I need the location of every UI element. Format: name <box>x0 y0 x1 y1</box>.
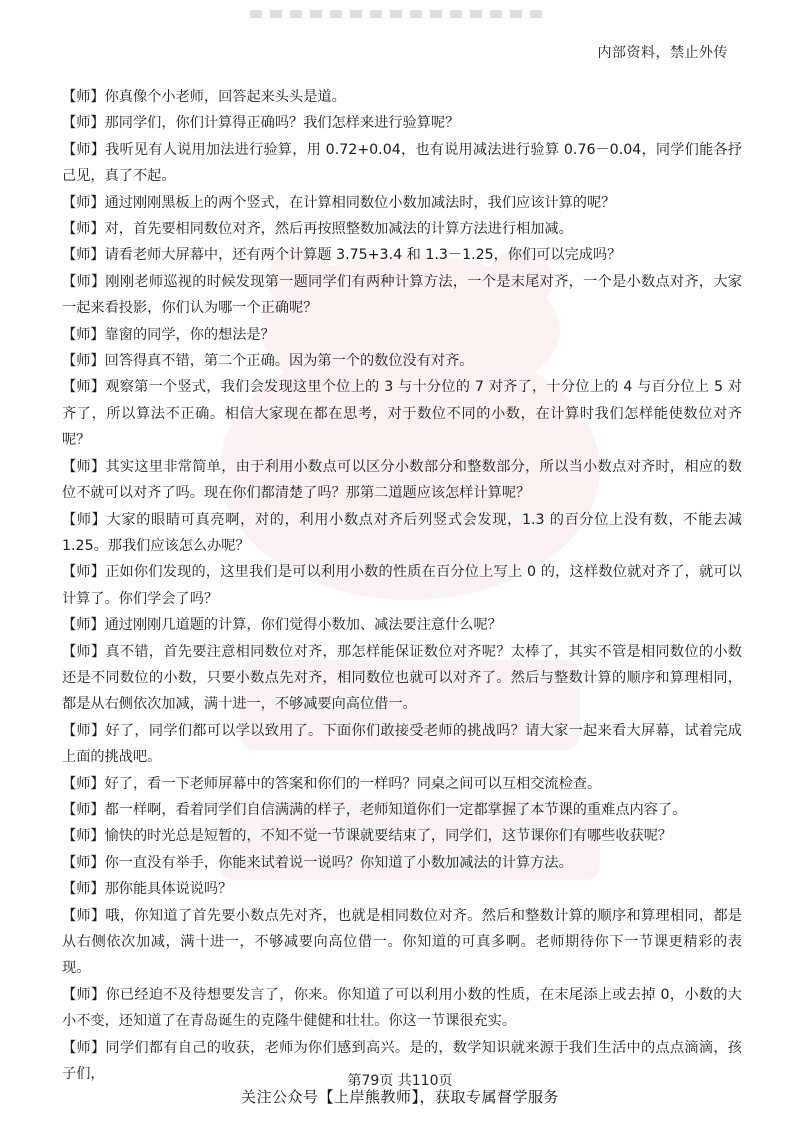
footer-promo-text: 关注公众号【上岸熊教师】，获取专属督学服务 <box>240 1088 559 1106</box>
dialogue-line: 【师】回答得真不错，第二个正确。因为第一个的数位没有对齐。 <box>62 353 474 370</box>
dialogue-line: 【师】刚刚老师巡视的时候发现第一题同学们有两种计算方法，一个是末尾对齐，一个是小数点对齐，大家一起来看投影，你们认为哪一个正确呢？ <box>62 273 742 317</box>
dialogue-line: 【师】我听见有人说用加法进行验算，用 0.72+0.04，也有说用减法进行验算 0.76－0.04，同学们能各抒己见，真了不起。 <box>62 141 742 185</box>
dialogue-line: 【师】对，首先要相同数位对齐，然后再按照整数加减法的计算方法进行相加减。 <box>62 221 573 238</box>
dialogue-line: 【师】其实这里非常简单，由于利用小数点可以区分小数部分和整数部分，所以当小数点对齐时，相应的数位不就可以对齐了吗。现在你们都清楚了吗？那第二道题应该怎样计算呢？ <box>62 458 742 502</box>
dialogue-line: 【师】大家的眼睛可真亮啊，对的，利用小数点对齐后列竖式会发现，1.3 的百分位上没有数，不能去减 1.25。那我们应该怎么办呢？ <box>62 511 742 554</box>
dialogue-line: 【师】靠窗的同学，你的想法是？ <box>62 326 275 343</box>
lesson-transcript <box>62 84 742 1087</box>
dialogue-line: 【师】真不错，首先要注意相同数位对齐，那怎样能保证数位对齐呢？太棒了，其实不管是相同数位的小数还是不同数位的小数，只要小数点先对齐，相同数位也就可以对齐了。然后与整数计算的顺序和算理相同，都是从右侧依次加减，满十进一，不够减要向高位借一。 <box>62 643 742 713</box>
dialogue-line: 【师】观察第一个竖式，我们会发现这里个位上的 3 与十分位的 7 对齐了，十分位上的 4 与百分位上 5 对齐了，所以算法不正确。相信大家现在都在思考，对于数位不同的小数，在计算时我们怎样能使数位对齐呢？ <box>62 379 742 449</box>
page-number: 第79页 共110页 <box>347 1073 453 1089</box>
dialogue-line: 【师】通过刚刚黑板上的两个竖式，在计算相同数位小数加减法时，我们应该计算的呢？ <box>62 194 616 211</box>
dialogue-line: 【师】好了，同学们都可以学以致用了。下面你们敢接受老师的挑战吗？请大家一起来看大屏幕，试着完成上面的挑战吧。 <box>62 722 742 766</box>
dialogue-line: 【师】哦，你知道了首先要小数点先对齐，也就是相同数位对齐。然后和整数计算的顺序和算理相同，都是从右侧依次加减，满十进一，不够减要向高位借一。你知道的可真多啊。老师期待你下一节课更精彩的表现。 <box>62 907 742 977</box>
dialogue-line: 【师】你真像个小老师，回答起来头头是道。 <box>62 89 346 105</box>
dialogue-line: 【师】你已经迫不及待想要发言了，你来。你知道了可以利用小数的性质，在末尾添上或去掉 0，小数的大小不变，还知道了在青岛诞生的克隆牛健健和壮壮。你这一节课很充实。 <box>62 986 742 1030</box>
confidential-notice: 内部资料，禁止外传 <box>597 45 728 61</box>
dialogue-line: 【师】愉快的时光总是短暂的，不知不觉一节课就要结束了，同学们，这节课你们有哪些收获呢？ <box>62 828 673 845</box>
faded-header-text <box>0 8 800 22</box>
dialogue-line: 【师】好了，看一下老师屏幕中的答案和你们的一样吗？同桌之间可以互相交流检查。 <box>62 775 602 792</box>
dialogue-line: 【师】你一直没有举手，你能来试着说一说吗？你知道了小数加减法的计算方法。 <box>62 854 573 871</box>
dialogue-line: 【师】正如你们发现的，这里我们是可以利用小数的性质在百分位上写上 0 的，这样数位就对齐了，就可以计算了。你们学会了吗？ <box>62 564 742 607</box>
dialogue-line: 【师】请看老师大屏幕中，还有两个计算题 3.75+3.4 和 1.3－1.25，你们可以完成吗？ <box>62 247 622 264</box>
dialogue-line: 【师】同学们都有自己的收获，老师为你们感到高兴。是的，数学知识就来源于我们生活中的点点滴滴，孩子们， <box>62 1039 742 1083</box>
dialogue-line: 【师】那你能具体说说吗？ <box>62 881 233 898</box>
dialogue-line: 【师】都一样啊，看着同学们自信满满的样子，老师知道你们一定都掌握了本节课的重难点内容了。 <box>62 801 687 818</box>
dialogue-line: 【师】通过刚刚几道题的计算，你们觉得小数加、减法要注意什么呢？ <box>62 617 502 634</box>
dialogue-line: 【师】那同学们，你们计算得正确吗？我们怎样来进行验算呢？ <box>62 115 460 132</box>
